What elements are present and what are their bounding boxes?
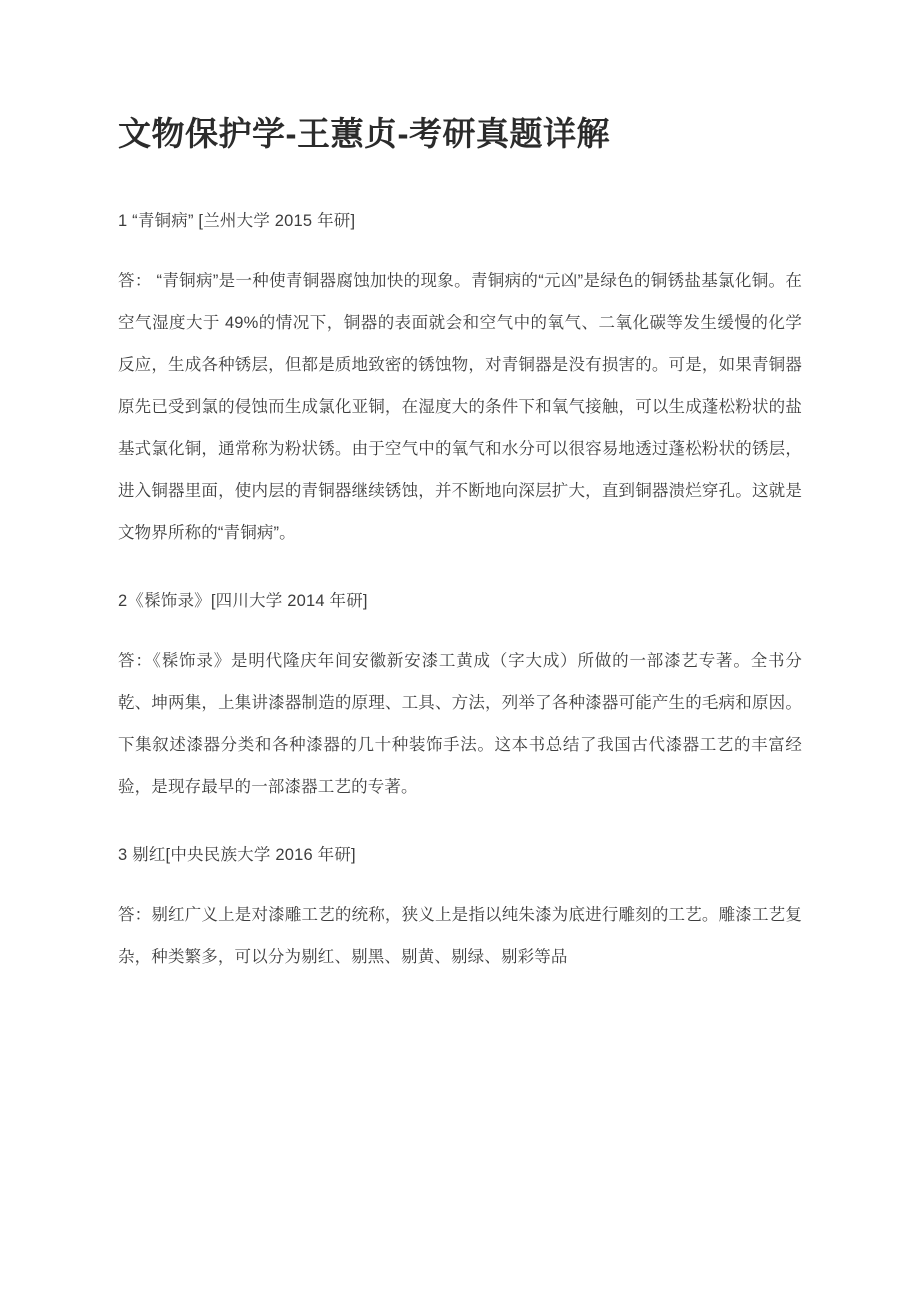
qa-entry-2 xyxy=(118,580,802,808)
page-title: 文物保护学-王蕙贞-考研真题详解 xyxy=(118,115,610,152)
answer-text-2: 答：《髹饰录》是明代隆庆年间安徽新安漆工黄成（字大成）所做的一部漆艺专著。全书分乾、坤两集，上集讲漆器制造的原理、工具、方法，列举了各种漆器可能产生的毛病和原因。下集叙述漆器分类和各种漆器的几十种装饰手法。这本书总结了我国古代漆器工艺的丰富经验，是现存最早的一部漆器工艺的专著。 xyxy=(118,651,802,796)
answer-text-3: 答：剔红广义上是对漆雕工艺的统称，狭义上是指以纯朱漆为底进行雕刻的工艺。雕漆工艺复杂，种类繁多，可以分为剔红、剔黑、剔黄、剔绿、剔彩等品 xyxy=(118,905,802,966)
question-heading-2: 2《髹饰录》[四川大学 2014 年研] xyxy=(118,591,368,610)
qa-entry-3 xyxy=(118,834,802,978)
qa-entry-1 xyxy=(118,200,802,554)
answer-text-1: 答： “青铜病”是一种使青铜器腐蚀加快的现象。青铜病的“元凶”是绿色的铜锈盐基氯化铜。在空气湿度大于 49%的情况下，铜器的表面就会和空气中的氧气、二氧化碳等发生缓慢的化学反应，生成各种锈层，但都是质地致密的锈蚀物，对青铜器是没有损害的。可是，如果青铜器原先已受到氯的侵蚀而生成氯化亚铜，在湿度大的条件下和氧气接触，可以生成蓬松粉状的盐基式氯化铜，通常称为粉状锈。由于空气中的氧气和水分可以很容易地透过蓬松粉状的锈层，进入铜器里面，使内层的青铜器继续锈蚀，并不断地向深层扩大，直到铜器溃烂穿孔。这就是文物界所称的“青铜病”。 xyxy=(118,271,802,542)
question-heading-3: 3 剔红[中央民族大学 2016 年研] xyxy=(118,845,356,864)
question-heading-1: 1 “青铜病” [兰州大学 2015 年研] xyxy=(118,211,356,230)
